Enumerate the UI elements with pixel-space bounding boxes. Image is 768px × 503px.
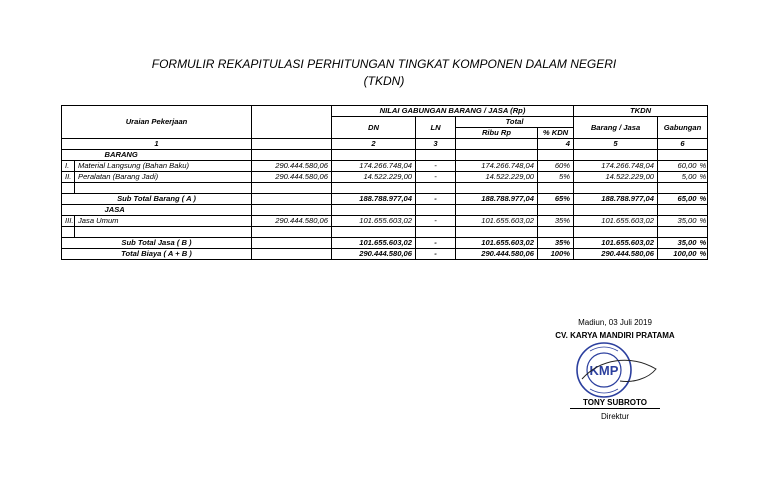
subtotal-barang-jasa: 188.788.977,04 xyxy=(574,194,658,205)
header-ribu-rp: Ribu Rp xyxy=(456,128,538,139)
row-ln: - xyxy=(416,161,456,172)
row-barang-jasa: 14.522.229,00 xyxy=(574,172,658,183)
empty-cell xyxy=(538,227,574,238)
header-ln: LN xyxy=(416,117,456,139)
empty-cell xyxy=(252,238,332,249)
empty-cell xyxy=(456,227,538,238)
total-dn: 290.444.580,06 xyxy=(332,249,416,260)
row-value: 290.444.580,06 xyxy=(252,172,332,183)
row-ln: - xyxy=(416,172,456,183)
empty-cell xyxy=(456,150,538,161)
svg-text:KMP: KMP xyxy=(589,363,619,378)
row-gabungan: 35,00 xyxy=(658,216,700,227)
empty-cell xyxy=(62,205,75,216)
subtotal-total: 188.788.977,04 xyxy=(456,194,538,205)
section-jasa: JASA xyxy=(75,205,252,216)
col-number: 4 xyxy=(538,139,574,150)
empty-cell xyxy=(416,183,456,194)
tkdn-table xyxy=(61,105,708,260)
total-barang-jasa: 290.444.580,06 xyxy=(574,249,658,260)
empty-cell xyxy=(252,150,332,161)
empty-cell xyxy=(332,205,416,216)
row-barang-jasa: 101.655.603,02 xyxy=(574,216,658,227)
empty-cell xyxy=(62,183,75,194)
col-number: 2 xyxy=(332,139,416,150)
row-total: 101.655.603,02 xyxy=(456,216,538,227)
header-dn: DN xyxy=(332,117,416,139)
total-label: Total Biaya ( A + B ) xyxy=(62,249,252,260)
row-value: 290.444.580,06 xyxy=(252,161,332,172)
table-row xyxy=(62,172,708,183)
total-row xyxy=(62,249,708,260)
empty-cell xyxy=(62,150,75,161)
form-title: FORMULIR REKAPITULASI PERHITUNGAN TINGKAT KOMPONEN DALAM NEGERI xyxy=(151,57,617,71)
empty-cell xyxy=(574,183,658,194)
subtotal-total: 101.655.603,02 xyxy=(456,238,538,249)
empty-cell xyxy=(252,227,332,238)
total-kdn: 100% xyxy=(538,249,574,260)
col-number: 6 xyxy=(658,139,708,150)
header-nilai-gabungan: NILAI GABUNGAN BARANG / JASA (Rp) xyxy=(332,106,574,117)
table-row xyxy=(62,216,708,227)
empty-cell xyxy=(658,227,708,238)
row-label: Jasa Umum xyxy=(75,216,252,227)
empty-cell xyxy=(62,227,75,238)
section-barang: BARANG xyxy=(75,150,252,161)
signatory-position: Direktur xyxy=(600,412,629,421)
row-ln: - xyxy=(416,216,456,227)
total-gabungan: 100,00 xyxy=(658,249,700,260)
row-value: 290.444.580,06 xyxy=(252,216,332,227)
subtotal-ln: - xyxy=(416,238,456,249)
row-kdn: 5% xyxy=(538,172,574,183)
empty-cell xyxy=(574,205,658,216)
subtotal-dn: 188.788.977,04 xyxy=(332,194,416,205)
subtotal-kdn: 35% xyxy=(538,238,574,249)
empty-cell xyxy=(332,183,416,194)
empty-cell xyxy=(252,183,332,194)
subtotal-dn: 101.655.603,02 xyxy=(332,238,416,249)
row-total: 14.522.229,00 xyxy=(456,172,538,183)
subtotal-gabungan: 65,00 xyxy=(658,194,700,205)
col-number-empty xyxy=(456,139,538,150)
col-number-empty xyxy=(252,139,332,150)
header-pct-kdn: % KDN xyxy=(538,128,574,139)
col-number: 1 xyxy=(62,139,252,150)
total-pct: % xyxy=(699,249,707,258)
row-pct: % xyxy=(699,172,707,181)
row-gabungan: 60,00 xyxy=(658,161,700,172)
subtotal-pct: % xyxy=(699,194,707,203)
empty-cell xyxy=(456,183,538,194)
empty-cell xyxy=(574,150,658,161)
total-total: 290.444.580,06 xyxy=(456,249,538,260)
row-label: Material Langsung (Bahan Baku) xyxy=(75,161,252,172)
subtotal-kdn: 65% xyxy=(538,194,574,205)
row-number: II. xyxy=(62,172,75,183)
subtotal-label: Sub Total Jasa ( B ) xyxy=(62,238,252,249)
empty-cell xyxy=(658,183,708,194)
row-barang-jasa: 174.266.748,04 xyxy=(574,161,658,172)
subtotal-row xyxy=(62,238,708,249)
empty-cell xyxy=(252,249,332,260)
empty-cell xyxy=(538,183,574,194)
row-label: Peralatan (Barang Jadi) xyxy=(75,172,252,183)
empty-cell xyxy=(456,205,538,216)
row-pct: % xyxy=(699,216,707,225)
empty-cell xyxy=(538,150,574,161)
empty-cell xyxy=(75,227,252,238)
header-uraian: Uraian Pekerjaan xyxy=(62,106,252,139)
signature-place-date: Madiun, 03 Juli 2019 xyxy=(578,318,652,327)
row-number: III. xyxy=(62,216,75,227)
empty-cell xyxy=(574,227,658,238)
row-dn: 14.522.229,00 xyxy=(332,172,416,183)
empty-cell xyxy=(332,227,416,238)
signatory-name: TONY SUBROTO xyxy=(570,398,660,409)
empty-cell xyxy=(252,205,332,216)
company-stamp-icon xyxy=(560,339,670,401)
empty-cell xyxy=(416,150,456,161)
header-tkdn: TKDN xyxy=(574,106,708,117)
table-row xyxy=(62,161,708,172)
empty-cell xyxy=(416,227,456,238)
row-kdn: 60% xyxy=(538,161,574,172)
subtotal-pct: % xyxy=(699,238,707,247)
subtotal-label: Sub Total Barang ( A ) xyxy=(62,194,252,205)
empty-cell xyxy=(538,205,574,216)
row-number: I. xyxy=(62,161,75,172)
subtotal-barang-jasa: 101.655.603,02 xyxy=(574,238,658,249)
form-subtitle: (TKDN) xyxy=(363,74,405,88)
subtotal-gabungan: 35,00 xyxy=(658,238,700,249)
col-number: 5 xyxy=(574,139,658,150)
row-pct: % xyxy=(699,161,707,170)
subtotal-ln: - xyxy=(416,194,456,205)
col-number: 3 xyxy=(416,139,456,150)
total-ln: - xyxy=(416,249,456,260)
header-empty xyxy=(252,106,332,139)
header-barang-jasa: Barang / Jasa xyxy=(574,117,658,139)
empty-cell xyxy=(658,205,708,216)
header-gabungan: Gabungan xyxy=(658,117,708,139)
subtotal-row xyxy=(62,194,708,205)
empty-cell xyxy=(252,194,332,205)
empty-cell xyxy=(75,183,252,194)
row-gabungan: 5,00 xyxy=(658,172,700,183)
row-dn: 174.266.748,04 xyxy=(332,161,416,172)
row-dn: 101.655.603,02 xyxy=(332,216,416,227)
signature-company: CV. KARYA MANDIRI PRATAMA xyxy=(555,331,675,340)
row-kdn: 35% xyxy=(538,216,574,227)
empty-cell xyxy=(416,205,456,216)
empty-cell xyxy=(658,150,708,161)
row-total: 174.266.748,04 xyxy=(456,161,538,172)
header-total: Total xyxy=(456,117,574,128)
empty-cell xyxy=(332,150,416,161)
